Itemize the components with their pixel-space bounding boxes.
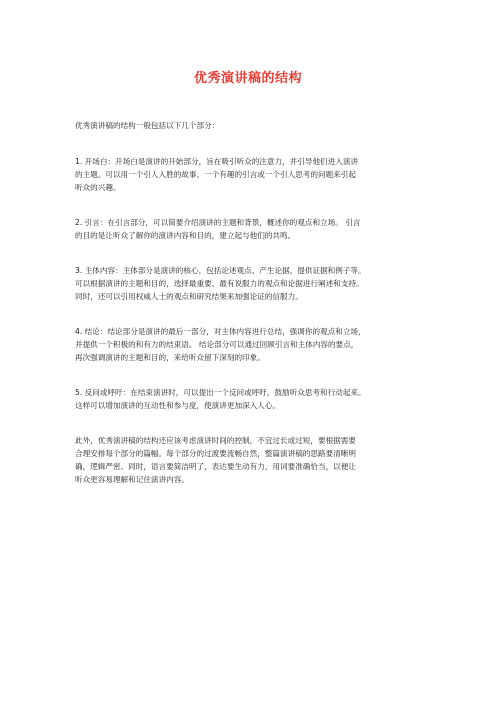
- section-line: 4. 结论：结论部分是演讲的最后一部分，对主体内容进行总结，强调你的观点和立场，: [75, 327, 366, 336]
- section-1-paragraph: [75, 155, 435, 194]
- intro-paragraph: [75, 119, 435, 132]
- paragraph-spacer: [75, 132, 435, 155]
- paragraph-spacer: [75, 303, 435, 325]
- intro-line: 优秀演讲稿的结构一般包括以下几个部分：: [75, 121, 220, 130]
- paragraph-spacer: [75, 364, 435, 386]
- section-4-paragraph: [75, 325, 435, 364]
- section-line: 再次强调演讲的主题和目的，来给听众留下深刻的印象。: [75, 353, 265, 362]
- document-title: 优秀演讲稿的结构: [193, 71, 302, 86]
- section-2-paragraph: [75, 216, 435, 242]
- section-line: 3. 主体内容：主体部分是演讲的核心，包括论述观点、产生论据、提供证据和例子等。: [75, 266, 366, 275]
- section-5-paragraph: [75, 386, 435, 412]
- closing-paragraph: [75, 434, 435, 486]
- section-line: 2. 引言：在引言部分，可以简要介绍演讲的主题和背景，概述你的观点和立场。 引言: [75, 218, 361, 227]
- section-line: 听众的兴趣。: [75, 183, 121, 192]
- section-line: 同时，还可以引用权威人士的观点和研究结果来加强论证的信服力。: [75, 292, 303, 301]
- paragraph-spacer: [75, 242, 435, 264]
- paragraph-spacer: [75, 412, 435, 434]
- section-3-paragraph: [75, 264, 435, 303]
- section-line: 1. 开场白：开场白是演讲的开始部分，旨在吸引听众的注意力，并引导他们进入演讲: [75, 157, 359, 166]
- section-line: 确，逻辑严密。同时，语言要简洁明了，表达要生动有力，用词要准确恰当，以便让: [75, 462, 356, 471]
- section-line: 5. 反问或呼吁：在结束演讲时，可以提出一个反问或呼吁，鼓励听众思考和行动起来。: [75, 388, 366, 397]
- section-line: 此外，优秀演讲稿的结构还应该考虑演讲时间的控制，不宜过长或过短，要根据需要: [75, 436, 356, 445]
- section-line: 听众更容易理解和记住演讲内容。: [75, 475, 189, 484]
- paragraph-spacer: [75, 194, 435, 216]
- section-line: 的目的是让听众了解你的演讲内容和目的，建立起与他们的共鸣。: [75, 231, 296, 240]
- section-line: 的主题。可以用一个引人入胜的故事、一个有趣的引言或一个引人思考的问题来引起: [75, 170, 356, 179]
- section-line: 这样可以增加演讲的互动性和参与度，使演讲更加深入人心。: [75, 401, 281, 410]
- section-line: 可以根据演讲的主题和目的，选择最重要、最有说服力的观点和论据进行阐述和支持。: [75, 279, 364, 288]
- section-line: 合理安排每个部分的篇幅。每个部分的过渡要流畅自然，整篇演讲稿的思路要清晰明: [75, 449, 356, 458]
- document-body: [75, 119, 435, 486]
- section-line: 并提供一个积极的和有力的结束语。 结论部分可以通过回顾引言和主体内容的要点，: [75, 340, 359, 349]
